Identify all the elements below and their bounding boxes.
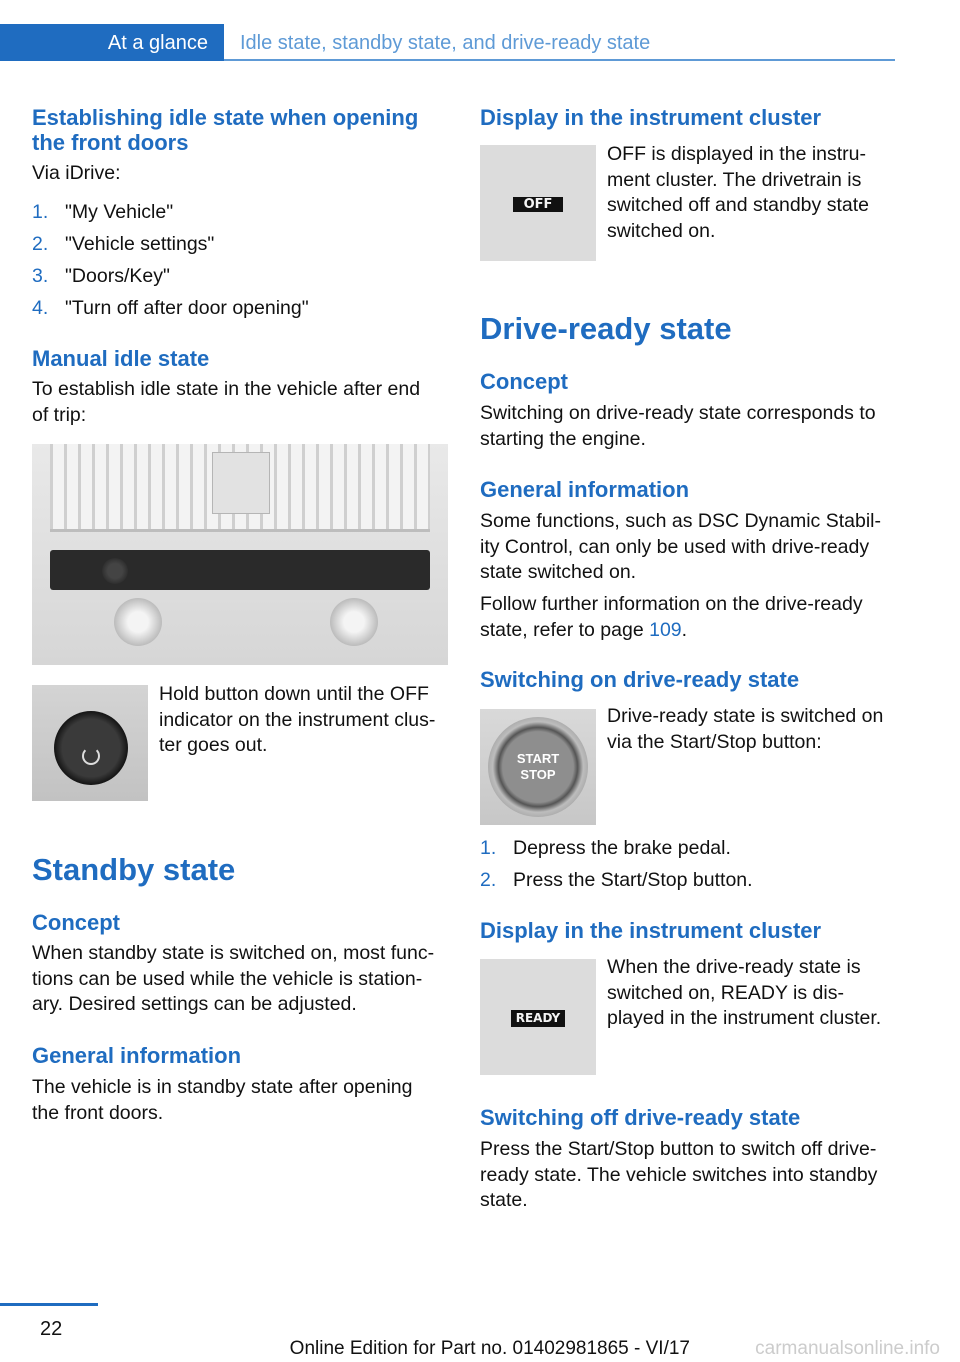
page-number: 22 [40, 1318, 63, 1340]
hold-button-text: Hold button down until the OFF indicator on the instrument clus- ter goes out. [159, 683, 436, 756]
follow-text: Follow further information on the drive-ready state, refer to page 109. [480, 593, 863, 641]
off-text: OFF is displayed in the instru- ment cluster. The drivetrain is switched off and standby state switched on. [607, 143, 869, 242]
heading-general-2: General information [480, 477, 690, 502]
hazard-button [212, 452, 270, 514]
watermark: carmanualsonline.info [755, 1338, 940, 1359]
heading-drive-ready: Drive-ready state [480, 311, 732, 346]
heading-display-2: Display in the instrument cluster [480, 918, 822, 943]
edition-note: Online Edition for Part no. 01402981865 - VI/17 [289, 1338, 690, 1359]
heading-establish: Establishing idle state when opening the front doors [32, 105, 419, 155]
heading-concept-2: Concept [480, 369, 568, 394]
heading-switch-off: Switching off drive-ready state [480, 1105, 801, 1130]
left-climate-knob [114, 598, 162, 646]
manual-idle-text: To establish idle state in the vehicle after end of trip: [32, 378, 421, 426]
heading-general: General information [32, 1043, 242, 1068]
power-button-image [32, 685, 148, 801]
heading-standby: Standby state [32, 852, 236, 887]
page-link[interactable]: 109 [649, 618, 682, 641]
ready-indicator-image [480, 959, 596, 1075]
chapter-title[interactable]: Idle state, standby state, and drive-ready state [240, 32, 651, 54]
via-idrive: Via iDrive: [32, 162, 121, 184]
power-knob [102, 558, 128, 584]
header-rule [224, 59, 895, 61]
switch-on-text: Drive-ready state is switched on via the Start/Stop button: [607, 705, 884, 753]
heading-switch-on: Switching on drive-ready state [480, 667, 800, 692]
right-climate-knob [330, 598, 378, 646]
off-indicator-image [480, 145, 596, 261]
power-icon [82, 747, 100, 765]
general-text-2: Some functions, such as DSC Dynamic Stabil- ity Control, can only be used with drive-ready state switched on. [480, 510, 881, 583]
heading-manual-idle: Manual idle state [32, 346, 210, 371]
section-tab[interactable] [0, 24, 224, 61]
start-stop-image [480, 709, 596, 825]
center-console-image [32, 444, 448, 665]
switch-off-text: Press the Start/Stop button to switch off drive- ready state. The vehicle switches into standby state. [480, 1138, 878, 1211]
concept-text: When standby state is switched on, most func- tions can be used while the vehicle is station- ary. Desired settings can be adjusted. [32, 942, 435, 1015]
section-label: At a glance [107, 32, 208, 54]
general-text: The vehicle is in standby state after opening the front doors. [32, 1076, 413, 1124]
heading-display: Display in the instrument cluster [480, 105, 822, 130]
concept-text-2: Switching on drive-ready state corresponds to starting the engine. [480, 402, 876, 450]
heading-concept: Concept [32, 910, 120, 935]
ready-badge: READY [511, 1010, 565, 1027]
start-stop-button-icon: START STOP [488, 717, 588, 817]
footer-rule [0, 1303, 98, 1306]
page-header [0, 24, 895, 61]
off-badge: OFF [513, 197, 563, 212]
ready-text: When the drive-ready state is switched on, READY is dis- played in the instrument cluster. [607, 956, 882, 1029]
